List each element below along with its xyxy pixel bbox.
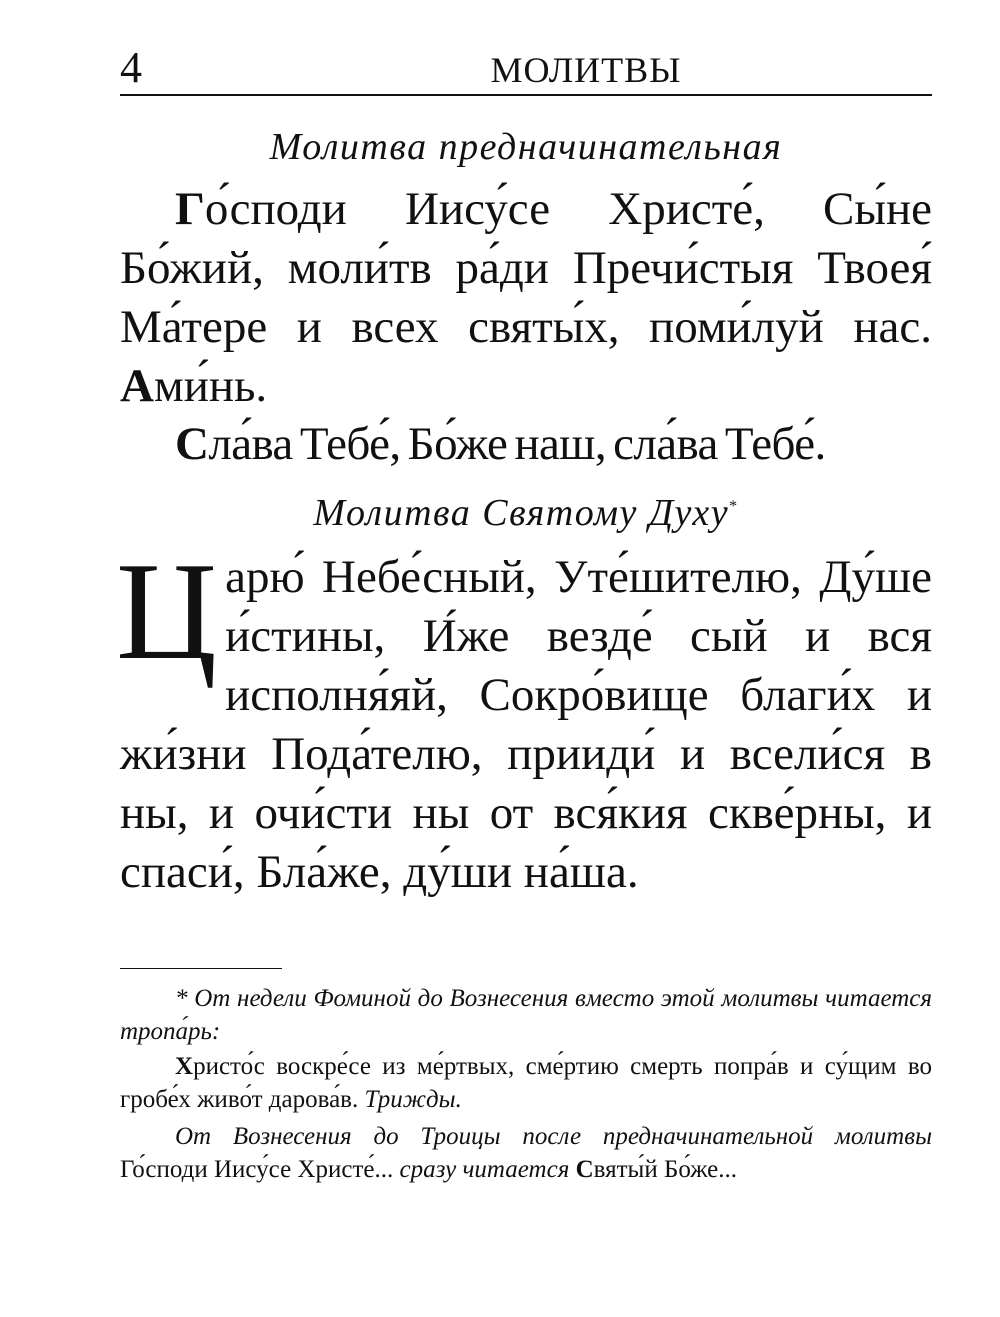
glory-text: ла́ва Тебе́, Бо́же наш, сла́ва Тебе́. — [208, 418, 826, 470]
page-header — [120, 42, 932, 96]
prayer2-title-text: Молитва Святому Духу — [313, 492, 730, 534]
ascension-note-b: Го́споди Иису́се Христе́... — [120, 1156, 394, 1183]
footnote-divider — [120, 968, 282, 969]
prayer1-first-letter: Г — [175, 183, 205, 235]
amen-rest: ми́нь. — [153, 360, 268, 412]
ascension-note-a: От Вознесения до Троицы после предначинательной молитвы — [175, 1123, 932, 1150]
footnote-intro-text: От недели Фоминой до Вознесения вместо этой молитвы читается тропа́рь: — [120, 985, 932, 1045]
ascension-note-c: сразу читается — [399, 1156, 570, 1183]
prayer1-text — [120, 180, 932, 416]
troparion-text: ристо́с воскре́се из ме́ртвых, сме́ртию смерть попра́в и су́щим во гробе́х живо́т дарова́в. — [120, 1053, 932, 1113]
glory-first-letter: С — [175, 418, 209, 470]
prayer1-title: Молитва предначинательная — [269, 126, 783, 168]
prayer2-block — [116, 534, 932, 902]
footnote-ascension — [120, 1120, 932, 1186]
amen-first-letter: А — [120, 360, 154, 412]
footnote-intro — [120, 982, 932, 1048]
running-title: МОЛИТВЫ — [490, 50, 682, 90]
glory-line — [120, 415, 932, 474]
ascension-note-d-first: С — [575, 1156, 594, 1183]
prayer2-title — [120, 490, 932, 536]
footnote-intro-marker: * — [175, 985, 188, 1012]
thrice-note: Трижды. — [364, 1086, 462, 1113]
drop-cap: Ц — [116, 534, 218, 689]
troparion-first-letter: Х — [175, 1053, 194, 1080]
prayer1-body: о́споди Иису́се Христе́, Сы́не Бо́жий, моли́тв ра́ди Пречи́стыя Твоея́ Ма́тере и всех святы́х, поми́луй нас. — [120, 183, 932, 353]
footnote-marker: * — [729, 498, 739, 515]
footnote-troparion — [120, 1050, 932, 1116]
ascension-note-d: вяты́й Бо́же... — [593, 1156, 738, 1183]
page-number: 4 — [120, 43, 142, 92]
prayer2-text: арю́ Небе́сный, Уте́шителю, Ду́ше и́стины, И́же везде́ сый и вся исполня́яй, Сокро́вище благи́х и жи́зни Пода́телю, прииди́ и всели́ся в ны, и очи́сти ны от вся́кия скве́рны, и спаси́, Бла́же, ду́ши на́ша. — [120, 551, 932, 898]
